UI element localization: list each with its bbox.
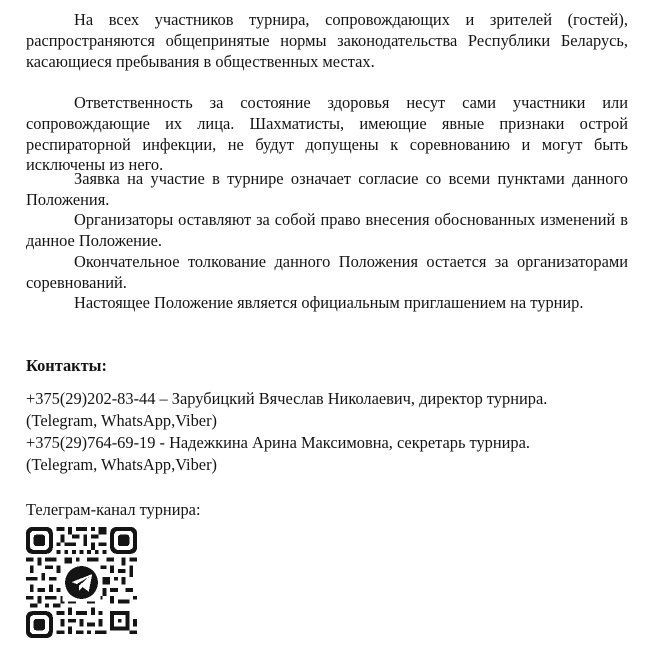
paragraph-health-responsibility: Ответственность за состояние здоровья несут сами участники или сопровождающие их лица. Шахматисты, имеющие явные признаки острой респираторной инфекции, не будут допущены к соревнованию и могут быть исключены из него. bbox=[26, 93, 628, 175]
paragraph-official-invitation: Настоящее Положение является официальным приглашением на турнир. bbox=[74, 293, 584, 312]
paragraph-organizers-changes: Организаторы оставляют за собой право внесения обоснованных изменений в данное Положение. bbox=[26, 210, 628, 250]
telegram-channel-label: Телеграм-канал турнира: bbox=[26, 500, 201, 519]
telegram-logo-icon bbox=[62, 563, 100, 601]
paragraph-final-interpretation: Окончательное толкование данного Положения остается за организаторами соревнований. bbox=[26, 252, 628, 292]
paragraph-public-norms: На всех участников турнира, сопровождающих и зрителей (гостей), распространяются общепринятые нормы законодательства Республики Беларусь, касающиеся пребывания в общественных местах. bbox=[26, 10, 628, 71]
contact-secretary-phone: +375(29)764-69-19 - Надежкина Арина Максимовна, секретарь турнира. bbox=[26, 433, 530, 452]
telegram-qr-code-icon[interactable] bbox=[26, 527, 137, 638]
contact-director-phone: +375(29)202-83-44 – Зарубицкий Вячеслав Николаевич, директор турнира. bbox=[26, 389, 548, 408]
contact-secretary-messengers: (Telegram, WhatsApp,Viber) bbox=[26, 455, 217, 474]
contacts-heading: Контакты: bbox=[26, 356, 107, 375]
contact-director-messengers: (Telegram, WhatsApp,Viber) bbox=[26, 411, 217, 430]
paragraph-application-consent: Заявка на участие в турнире означает согласие со всеми пунктами данного Положения. bbox=[26, 169, 628, 209]
